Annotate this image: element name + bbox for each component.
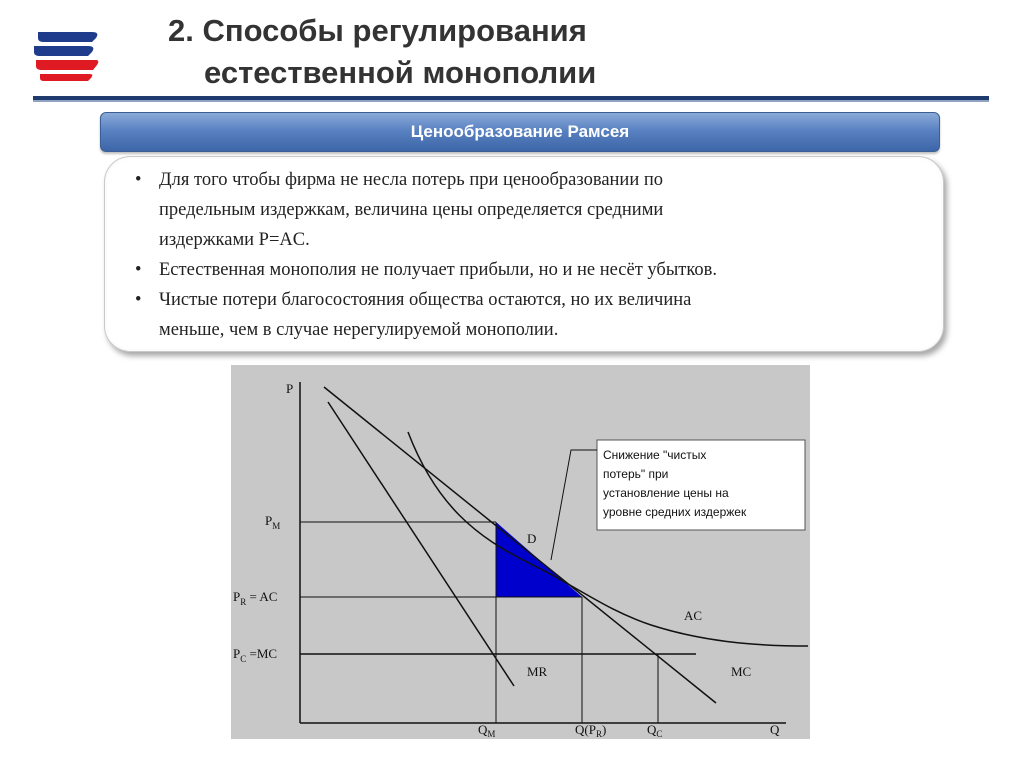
diagram-svg (231, 365, 810, 739)
bullet-line: меньше, чем в случае нерегулируемой монополии. (159, 320, 559, 340)
section-header-label: Ценообразование Рамсея (410, 122, 630, 141)
label-qc (647, 722, 662, 739)
label-qm-main: Q (478, 722, 488, 737)
bullet-line: предельным издержкам, величина цены определяется средними (159, 200, 664, 220)
bullet-line: Чистые потери благосостояния общества остаются, но их величина (159, 290, 692, 310)
label-demand: D (527, 531, 537, 546)
bullet-marker: • (135, 290, 142, 310)
bullet-list (135, 165, 915, 345)
annotation-line: уровне средних издержек (603, 505, 747, 519)
bullet-line: Естественная монополия не получает прибыли, но и не несёт убытков. (159, 260, 717, 280)
bullet-text-box (104, 156, 944, 352)
label-ac: AC (684, 608, 703, 623)
logo-icon (30, 24, 102, 86)
label-pr-main: P (233, 589, 241, 604)
bullet-line: издержками P=AC. (159, 230, 310, 250)
ramsey-pricing-diagram (231, 365, 810, 739)
label-pr-rest: = AC (246, 589, 278, 604)
label-mr: MR (527, 664, 548, 679)
label-qc-sub: C (656, 729, 663, 739)
title-line-2: естественной монополии (204, 55, 597, 90)
label-q-pr (575, 722, 606, 739)
label-pr-ac (233, 589, 277, 607)
label-qm (478, 722, 495, 739)
page-title (168, 10, 596, 94)
annotation-pointer (551, 450, 597, 560)
bullet-item (135, 285, 915, 345)
label-qpr-rest: ) (601, 722, 607, 737)
bullet-item (135, 255, 915, 285)
bullet-line: Для того чтобы фирма не несла потерь при ценообразовании по (159, 170, 664, 190)
title-divider-highlight (33, 100, 989, 102)
label-pc-rest: =MC (246, 646, 278, 661)
bullet-marker: • (135, 170, 142, 190)
label-qm-sub: M (487, 729, 496, 739)
axis-label-p: P (286, 381, 294, 396)
axis-label-q: Q (770, 722, 780, 737)
annotation-line: Снижение "чистых (603, 448, 707, 462)
label-pc-sub: C (240, 654, 247, 664)
marginal-revenue-curve (328, 402, 514, 686)
label-qpr-main: Q(P (575, 722, 596, 737)
label-pm-sub: M (272, 521, 281, 531)
annotation-line: потерь" при (603, 467, 669, 481)
title-line-1: 2. Способы регулирования (168, 13, 587, 48)
demand-curve (324, 387, 716, 703)
section-header (100, 112, 940, 152)
label-qc-main: Q (647, 722, 657, 737)
bullet-marker: • (135, 260, 142, 280)
label-pc-mc (233, 646, 277, 664)
label-qpr-sub: R (595, 729, 602, 739)
label-pc-main: P (233, 646, 241, 661)
annotation-line: установление цены на (603, 486, 729, 500)
label-mc: MC (731, 664, 752, 679)
label-pm (265, 513, 280, 531)
label-pr-sub: R (240, 597, 247, 607)
label-pm-main: P (265, 513, 273, 528)
bullet-item (135, 165, 915, 255)
